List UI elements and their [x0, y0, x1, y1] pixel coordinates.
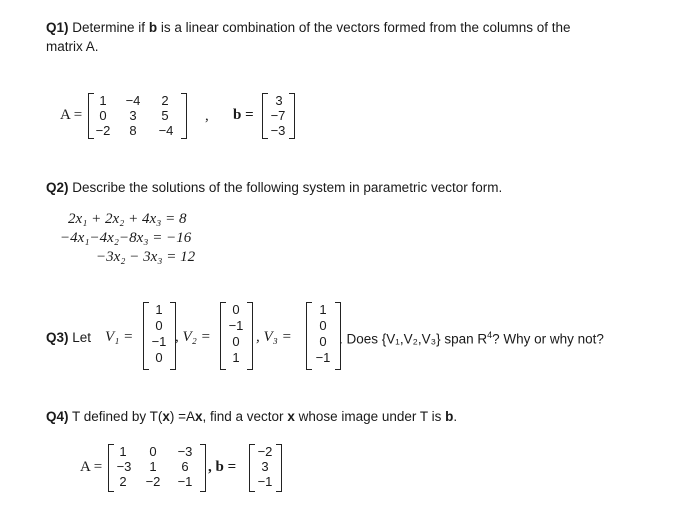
q4-text-b: ) =A [169, 409, 195, 424]
matrix-cell: −3 [116, 459, 132, 474]
matrix-cell: −2 [145, 474, 161, 489]
vector-cell: −1 [257, 474, 273, 489]
q4-text-a: T defined by T( [72, 409, 163, 424]
q4-matrix-a-label: A = [80, 459, 103, 475]
matrix-cell: −4 [158, 123, 174, 138]
vector-cell: 3 [275, 93, 283, 108]
q2-equation-3: −3x₂ − 3x₃ = 12 [96, 249, 196, 265]
matrix-cell: 5 [161, 108, 169, 123]
q1-prompt-line2: matrix A. [46, 39, 99, 54]
q4-x1: x [162, 409, 170, 424]
q4-x2: x [195, 409, 203, 424]
vector-cell: 0 [155, 350, 163, 365]
q3-text-b: ? Why or why not? [492, 331, 604, 347]
matrix-cell: 1 [99, 93, 107, 108]
matrix-cell: 1 [119, 444, 127, 459]
q4-x3: x [287, 409, 295, 424]
q1-vector-b-label-text: b = [233, 107, 254, 123]
vector-cell: −7 [270, 108, 286, 123]
vector-cell: 1 [319, 302, 327, 317]
q3-v1-label: V₁ = [105, 329, 134, 345]
q1-vector-b-label [233, 107, 254, 124]
q3-let: Let [72, 330, 92, 345]
matrix-cell: 6 [181, 459, 189, 474]
matrix-cell: 0 [99, 108, 107, 123]
matrix-cell: −4 [125, 93, 141, 108]
q3-label: Q3) [46, 330, 69, 345]
q1-prompt [46, 20, 571, 35]
q1-text-a: Determine if [72, 20, 149, 35]
matrix-cell: 2 [161, 93, 169, 108]
q3-sup: 4 [487, 330, 493, 340]
q3-v3-label: , V₃ = [256, 329, 292, 345]
matrix-cell: 8 [129, 123, 137, 138]
q1-matrix-a-label: A = [60, 107, 83, 123]
vector-cell: −1 [151, 334, 167, 349]
vector-cell: −3 [270, 123, 286, 138]
q1-label: Q1) [46, 20, 69, 35]
vector-cell: 3 [261, 459, 269, 474]
q4-text-c: , find a vector [202, 409, 288, 424]
matrix-cell: −3 [177, 444, 193, 459]
vector-cell: 0 [319, 334, 327, 349]
q3-v2-label: , V₂ = [175, 329, 211, 345]
matrix-cell: 3 [129, 108, 137, 123]
q2-text: Describe the solutions of the following system in parametric vector form. [72, 180, 503, 195]
matrix-cell: −2 [95, 123, 111, 138]
matrix-cell: 1 [149, 459, 157, 474]
q4-label: Q4) [46, 409, 69, 424]
q2-prompt [46, 180, 502, 195]
vector-cell: 0 [232, 302, 240, 317]
q2-equation-2: −4x₁−4x₂−8x₃ = −16 [60, 230, 192, 246]
matrix-cell: 2 [119, 474, 127, 489]
q4-vector-b-label-text: , b = [208, 459, 237, 475]
q1-bold-b: b [148, 20, 158, 35]
matrix-cell: 0 [149, 444, 157, 459]
vector-cell: 1 [155, 302, 163, 317]
matrix-cell: −1 [177, 474, 193, 489]
q1-text-b: is a linear combination of the vectors formed from the columns of the [157, 20, 571, 35]
vector-cell: −1 [228, 318, 244, 333]
q4-text-d: whose image under T is [294, 409, 446, 424]
q1-matrix-a-right-bracket [181, 93, 187, 139]
q4-prompt [46, 409, 457, 424]
q4-period: . [453, 409, 458, 424]
q2-label: Q2) [46, 180, 69, 195]
q3-question [339, 330, 604, 347]
q4-vector-b-label [208, 459, 236, 476]
q2-equation-1: 2x₁ + 2x₂ + 4x₃ = 8 [68, 211, 187, 227]
q3-prefix [46, 330, 91, 345]
vector-cell: −2 [257, 444, 273, 459]
q4-b: b [445, 409, 454, 424]
vector-cell: 0 [155, 318, 163, 333]
q3-text-a: . Does {V₁,V₂,V₃} span R [339, 331, 488, 347]
vector-cell: 0 [232, 334, 240, 349]
vector-cell: 0 [319, 318, 327, 333]
q4-matrix-a-right-bracket [200, 444, 206, 492]
vector-cell: 1 [232, 350, 240, 365]
q1-comma: , [205, 108, 209, 124]
vector-cell: −1 [315, 350, 331, 365]
